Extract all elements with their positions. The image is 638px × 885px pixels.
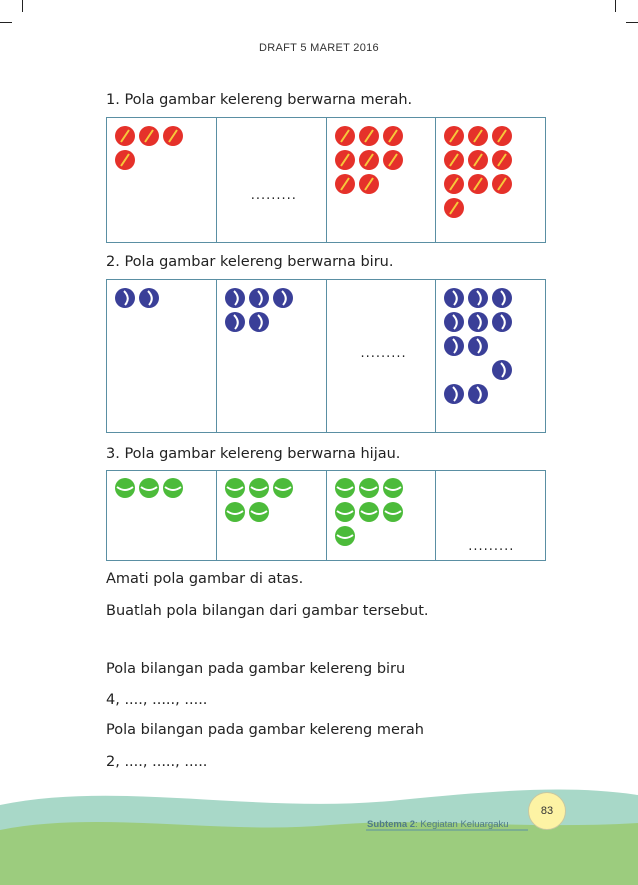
blue-marbles-2 [223, 285, 323, 435]
blue-cell-1 [107, 280, 217, 432]
question-3-label: 3. Pola gambar kelereng berwarna hijau. [106, 446, 401, 462]
blue-cell-4 [436, 280, 545, 432]
blue-cell-3 [327, 280, 437, 432]
question-1-label: 1. Pola gambar kelereng berwarna merah. [106, 92, 413, 108]
blue-blank: ......... [360, 346, 407, 361]
red-cell-4 [436, 118, 545, 242]
red-cell-3 [327, 118, 437, 242]
red-cell-2 [217, 118, 327, 242]
green-cell-2 [217, 471, 327, 560]
red-cell-1 [107, 118, 217, 242]
blue-pattern-prompt: Pola bilangan pada gambar kelereng biru [106, 661, 406, 677]
green-pattern-grid [106, 470, 546, 561]
blue-marbles-1 [113, 285, 213, 435]
red-marbles-4 [442, 123, 542, 243]
blue-pattern-grid [106, 279, 546, 433]
red-blank: ......... [250, 188, 297, 203]
question-2-label: 2. Pola gambar kelereng berwarna biru. [106, 254, 394, 270]
green-marbles-1 [113, 475, 213, 563]
instruction-1: Amati pola gambar di atas. [106, 571, 304, 587]
crop-mark [0, 22, 12, 23]
green-marbles-3 [333, 475, 433, 563]
page-number: 83 [528, 792, 566, 830]
green-cell-3 [327, 471, 437, 560]
blue-pattern-answer: 4, ...., ....., ..... [106, 692, 208, 708]
green-cell-4 [436, 471, 545, 560]
red-pattern-prompt: Pola bilangan pada gambar kelereng merah [106, 722, 424, 738]
green-blank: ......... [468, 539, 515, 554]
red-marbles-1 [113, 123, 213, 243]
red-pattern-grid [106, 117, 546, 243]
instruction-2: Buatlah pola bilangan dari gambar tersebut. [106, 603, 429, 619]
blue-marbles-4 [442, 285, 542, 435]
red-marbles-3 [333, 123, 433, 243]
green-cell-1 [107, 471, 217, 560]
crop-mark [626, 22, 638, 23]
blue-cell-2 [217, 280, 327, 432]
red-pattern-answer: 2, ...., ....., ..... [106, 754, 208, 770]
crop-mark [615, 0, 616, 12]
draft-header: DRAFT 5 MARET 2016 [259, 42, 379, 54]
subtema-label: Subtema 2: Kegiatan Keluargaku [367, 819, 509, 830]
green-marbles-2 [223, 475, 323, 563]
crop-mark [22, 0, 23, 12]
